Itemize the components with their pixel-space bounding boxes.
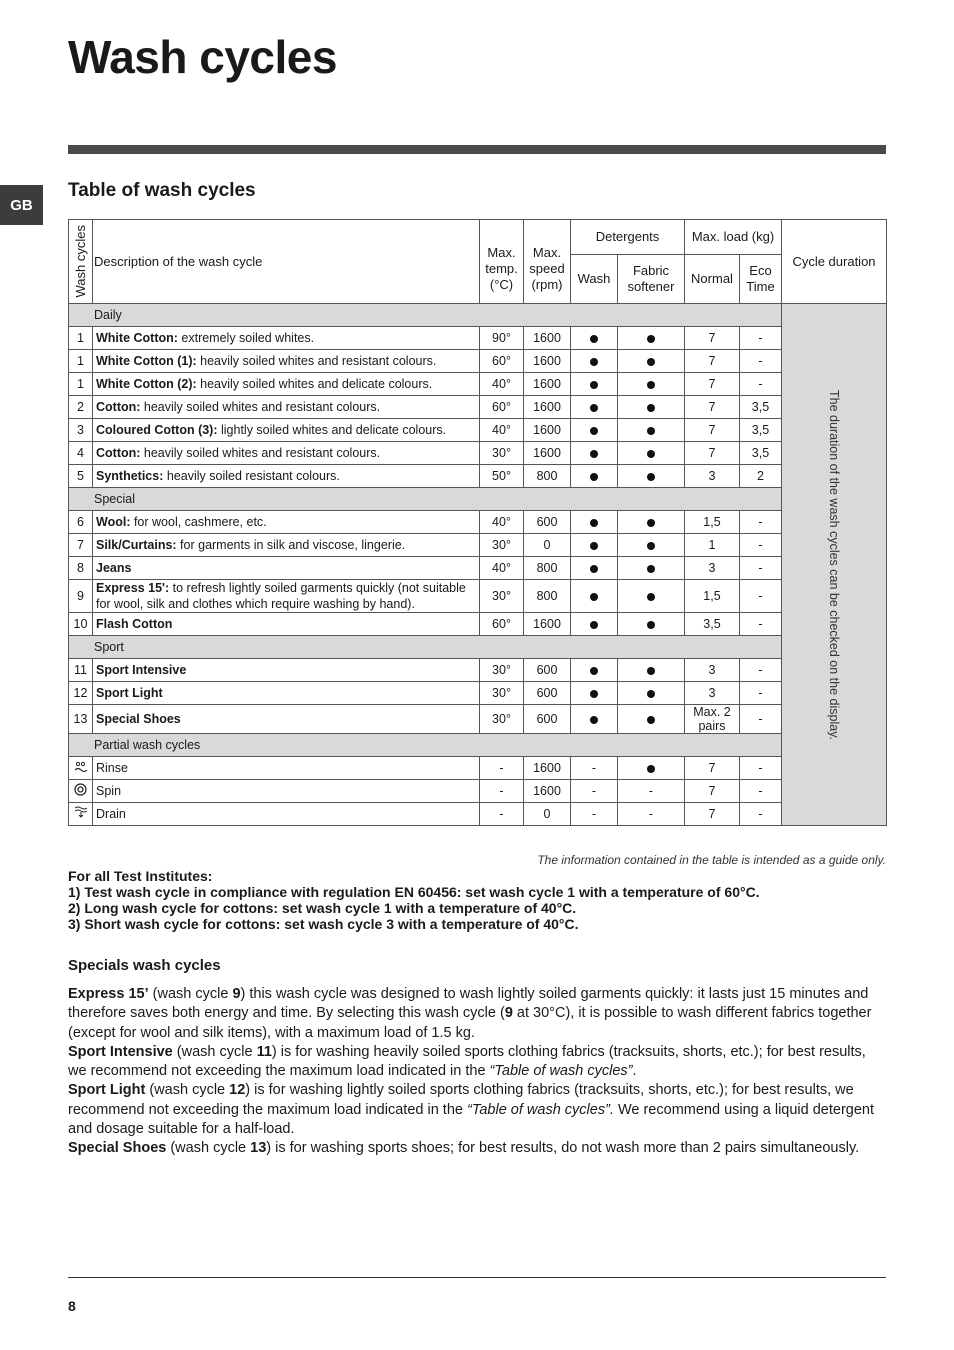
table-row	[69, 534, 887, 557]
bullet-icon	[647, 690, 655, 698]
normal-load-cell: 3	[685, 557, 740, 580]
eco-time-cell: 3,5	[740, 419, 782, 442]
max-speed-cell: 800	[524, 557, 571, 580]
max-speed-cell: 0	[524, 534, 571, 557]
max-speed-cell: 1600	[524, 396, 571, 419]
sport-intensive-paragraph: Sport Intensive (wash cycle 11) is for washing heavily soiled sports clothing fabrics (tracksuits, shorts, etc.); for best results, we recommend not exceeding the maximum load indicated in the “Table of wash cycles”.	[68, 1043, 866, 1080]
cycle-description: Express 15': to refresh lightly soiled garments quickly (not suitable for wool, silk and clothes which require washing by hand).	[93, 580, 480, 613]
bullet-icon	[590, 593, 598, 601]
cycle-description: Special Shoes	[93, 705, 480, 734]
header-description: Description of the wash cycle	[93, 220, 480, 304]
softener-cell	[618, 659, 685, 682]
softener-cell	[618, 327, 685, 350]
softener-cell	[618, 442, 685, 465]
eco-time-cell: -	[740, 613, 782, 636]
test-heading: For all Test Institutes:	[68, 868, 213, 884]
max-speed-cell: 600	[524, 659, 571, 682]
wash-detergent-cell	[571, 613, 618, 636]
cycle-number: 5	[69, 465, 93, 488]
max-temp-cell: -	[480, 780, 524, 803]
max-temp-cell: -	[480, 803, 524, 826]
table-row	[69, 442, 887, 465]
test-institutes	[68, 868, 888, 932]
wash-detergent-cell: -	[571, 757, 618, 780]
eco-time-cell: 2	[740, 465, 782, 488]
eco-time-cell: -	[740, 682, 782, 705]
eco-time-cell: -	[740, 803, 782, 826]
normal-load-cell: 7	[685, 327, 740, 350]
bullet-icon	[590, 473, 598, 481]
normal-load-cell: 7	[685, 803, 740, 826]
bullet-icon	[647, 450, 655, 458]
express-paragraph: Express 15’ (wash cycle 9) this wash cycle was designed to wash lightly soiled garments quickly: it lasts just 15 minutes and therefore saves both energy and time. By selecting this wash cycle (9 at 30°C), it is possible to wash different fabrics together (except for wool and silk items), with a maximum load of 1.5 kg.	[68, 986, 872, 1041]
header-max-temp: Max. temp. (°C)	[480, 220, 524, 304]
cycle-description: White Cotton (2): heavily soiled whites and delicate colours.	[93, 373, 480, 396]
bullet-icon	[647, 335, 655, 343]
eco-time-cell: 3,5	[740, 396, 782, 419]
table-row	[69, 557, 887, 580]
cycle-description: White Cotton (1): heavily soiled whites and resistant colours.	[93, 350, 480, 373]
eco-time-cell: -	[740, 327, 782, 350]
softener-cell: -	[618, 780, 685, 803]
bullet-icon	[590, 358, 598, 366]
table-body	[69, 304, 887, 826]
max-temp-cell: 30°	[480, 659, 524, 682]
softener-cell	[618, 511, 685, 534]
eco-time-cell: -	[740, 373, 782, 396]
bullet-icon	[590, 621, 598, 629]
normal-load-cell: 7	[685, 396, 740, 419]
bullet-icon	[647, 358, 655, 366]
table-row	[69, 580, 887, 613]
bullet-icon	[647, 565, 655, 573]
wash-detergent-cell	[571, 396, 618, 419]
bullet-icon	[647, 427, 655, 435]
sport-light-paragraph: Sport Light (wash cycle 12) is for washing lightly soiled sports clothing fabrics (tracksuits, shorts, etc.); for best results, we recommend not exceeding the maximum load indicated in the “Table of wash cycles”. We recommend using a liquid detergent and dosage suitable for a half-load.	[68, 1082, 875, 1138]
wash-detergent-cell	[571, 419, 618, 442]
table-row	[69, 705, 887, 734]
max-speed-cell: 1600	[524, 419, 571, 442]
bullet-icon	[590, 565, 598, 573]
softener-cell	[618, 534, 685, 557]
normal-load-cell: 3	[685, 659, 740, 682]
eco-time-cell: -	[740, 350, 782, 373]
test-line: 2) Long wash cycle for cottons: set wash cycle 1 with a temperature of 40°C.	[68, 900, 577, 916]
normal-load-cell: 1	[685, 534, 740, 557]
cycle-number: 10	[69, 613, 93, 636]
cycle-description: Flash Cotton	[93, 613, 480, 636]
special-shoes-paragraph: Special Shoes (wash cycle 13) is for washing sports shoes; for best results, do not wash more than 2 pairs simultaneously.	[68, 1140, 860, 1157]
softener-cell	[618, 465, 685, 488]
normal-load-cell: 3	[685, 682, 740, 705]
rinse-icon	[69, 757, 93, 780]
wash-detergent-cell	[571, 580, 618, 613]
bullet-icon	[590, 404, 598, 412]
bullet-icon	[590, 519, 598, 527]
normal-load-cell: 7	[685, 442, 740, 465]
bullet-icon	[647, 716, 655, 724]
cycle-description: Drain	[93, 803, 480, 826]
bullet-icon	[647, 519, 655, 527]
bullet-icon	[647, 542, 655, 550]
cycle-number: 1	[69, 327, 93, 350]
max-temp-cell: 40°	[480, 511, 524, 534]
table-row	[69, 511, 887, 534]
bullet-icon	[590, 716, 598, 724]
bullet-icon	[647, 381, 655, 389]
normal-load-cell: 1,5	[685, 511, 740, 534]
table-row	[69, 659, 887, 682]
normal-load-cell: 7	[685, 780, 740, 803]
section-title: Table of wash cycles	[68, 180, 256, 201]
table-row	[69, 803, 887, 826]
max-speed-cell: 1600	[524, 442, 571, 465]
cycle-number: 2	[69, 396, 93, 419]
cycle-number: 1	[69, 373, 93, 396]
header-rule	[68, 145, 886, 154]
wash-cycles-table	[68, 219, 887, 826]
table-row	[69, 419, 887, 442]
normal-load-cell: 7	[685, 419, 740, 442]
softener-cell	[618, 580, 685, 613]
max-temp-cell: 30°	[480, 705, 524, 734]
group-row-sport	[69, 636, 887, 659]
bullet-icon	[590, 450, 598, 458]
page-title: Wash cycles	[68, 31, 337, 83]
header-max-load: Max. load (kg)	[685, 220, 782, 255]
bullet-icon	[590, 667, 598, 675]
cycle-number: 7	[69, 534, 93, 557]
max-speed-cell: 800	[524, 465, 571, 488]
bullet-icon	[647, 404, 655, 412]
group-row-partial	[69, 734, 887, 757]
max-temp-cell: 30°	[480, 580, 524, 613]
cycle-description: Coloured Cotton (3): lightly soiled whites and delicate colours.	[93, 419, 480, 442]
duration-note: The duration of the wash cycles can be checked on the display.	[827, 389, 841, 740]
wash-detergent-cell: -	[571, 780, 618, 803]
eco-time-cell: -	[740, 780, 782, 803]
softener-cell	[618, 682, 685, 705]
max-temp-cell: 90°	[480, 327, 524, 350]
header-normal: Normal	[685, 255, 740, 304]
max-speed-cell: 1600	[524, 780, 571, 803]
wash-detergent-cell	[571, 659, 618, 682]
max-speed-cell: 1600	[524, 757, 571, 780]
cycle-number: 6	[69, 511, 93, 534]
cycle-description: Cotton: heavily soiled whites and resistant colours.	[93, 396, 480, 419]
group-label: Special	[69, 488, 782, 511]
cycle-number: 13	[69, 705, 93, 734]
table-row	[69, 465, 887, 488]
footer-rule	[68, 1277, 886, 1278]
eco-time-cell: -	[740, 580, 782, 613]
bullet-icon	[647, 473, 655, 481]
table-row	[69, 373, 887, 396]
max-speed-cell: 800	[524, 580, 571, 613]
softener-cell	[618, 350, 685, 373]
table-row	[69, 396, 887, 419]
cycle-number: 12	[69, 682, 93, 705]
header-wash-cycles: Wash cycles	[69, 220, 93, 304]
table-row	[69, 780, 887, 803]
bullet-icon	[590, 690, 598, 698]
guide-note: The information contained in the table is intended as a guide only.	[537, 853, 886, 867]
specials-title: Specials wash cycles	[68, 957, 221, 974]
wash-detergent-cell	[571, 327, 618, 350]
bullet-icon	[590, 427, 598, 435]
group-row-special	[69, 488, 887, 511]
normal-load-cell: 3	[685, 465, 740, 488]
wash-detergent-cell	[571, 465, 618, 488]
softener-cell: -	[618, 803, 685, 826]
cycle-duration-cell	[782, 304, 887, 826]
wash-detergent-cell	[571, 705, 618, 734]
bullet-icon	[647, 621, 655, 629]
cycle-number: 11	[69, 659, 93, 682]
max-speed-cell: 0	[524, 803, 571, 826]
wash-detergent-cell	[571, 682, 618, 705]
max-speed-cell: 1600	[524, 373, 571, 396]
table-row	[69, 757, 887, 780]
softener-cell	[618, 613, 685, 636]
cycle-description: Jeans	[93, 557, 480, 580]
wash-detergent-cell	[571, 534, 618, 557]
cycle-number: 8	[69, 557, 93, 580]
max-temp-cell: 30°	[480, 442, 524, 465]
max-temp-cell: 30°	[480, 682, 524, 705]
cycle-description: Sport Light	[93, 682, 480, 705]
bullet-icon	[647, 667, 655, 675]
wash-detergent-cell	[571, 373, 618, 396]
wash-detergent-cell: -	[571, 803, 618, 826]
softener-cell	[618, 705, 685, 734]
page-number: 8	[68, 1298, 76, 1314]
header-detergents: Detergents	[571, 220, 685, 255]
softener-cell	[618, 757, 685, 780]
wash-detergent-cell	[571, 511, 618, 534]
max-temp-cell: -	[480, 757, 524, 780]
normal-load-cell: 1,5	[685, 580, 740, 613]
wash-detergent-cell	[571, 557, 618, 580]
softener-cell	[618, 396, 685, 419]
normal-load-cell: 3,5	[685, 613, 740, 636]
max-temp-cell: 30°	[480, 534, 524, 557]
max-speed-cell: 600	[524, 511, 571, 534]
cycle-description: Silk/Curtains: for garments in silk and viscose, lingerie.	[93, 534, 480, 557]
header-cycle-duration: Cycle duration	[782, 220, 887, 304]
spin-icon	[69, 780, 93, 803]
normal-load-cell: Max. 2 pairs	[685, 705, 740, 734]
eco-time-cell: -	[740, 534, 782, 557]
test-line: 3) Short wash cycle for cottons: set wash cycle 3 with a temperature of 40°C.	[68, 916, 579, 932]
group-row-daily	[69, 304, 887, 327]
cycle-description: Rinse	[93, 757, 480, 780]
eco-time-cell: -	[740, 757, 782, 780]
cycle-number: 9	[69, 580, 93, 613]
cycle-number: 3	[69, 419, 93, 442]
table-row	[69, 350, 887, 373]
drain-icon	[69, 803, 93, 826]
max-speed-cell: 1600	[524, 327, 571, 350]
normal-load-cell: 7	[685, 373, 740, 396]
eco-time-cell: 3,5	[740, 442, 782, 465]
bullet-icon	[647, 593, 655, 601]
cycle-number: 1	[69, 350, 93, 373]
max-temp-cell: 40°	[480, 419, 524, 442]
eco-time-cell: -	[740, 659, 782, 682]
header-wash: Wash	[571, 255, 618, 304]
cycle-description: Synthetics: heavily soiled resistant colours.	[93, 465, 480, 488]
bullet-icon	[647, 765, 655, 773]
bullet-icon	[590, 381, 598, 389]
table-row	[69, 613, 887, 636]
max-speed-cell: 600	[524, 705, 571, 734]
max-temp-cell: 50°	[480, 465, 524, 488]
max-temp-cell: 40°	[480, 373, 524, 396]
eco-time-cell: -	[740, 511, 782, 534]
max-speed-cell: 600	[524, 682, 571, 705]
max-temp-cell: 40°	[480, 557, 524, 580]
language-tab: GB	[0, 185, 43, 225]
max-temp-cell: 60°	[480, 396, 524, 419]
wash-detergent-cell	[571, 442, 618, 465]
max-speed-cell: 1600	[524, 613, 571, 636]
specials-text	[68, 985, 888, 1159]
cycle-description: White Cotton: extremely soiled whites.	[93, 327, 480, 350]
group-label: Daily	[69, 304, 782, 327]
header-fabric-softener: Fabric softener	[618, 255, 685, 304]
cycle-number: 4	[69, 442, 93, 465]
normal-load-cell: 7	[685, 350, 740, 373]
max-temp-cell: 60°	[480, 350, 524, 373]
header-eco-time: Eco Time	[740, 255, 782, 304]
wash-detergent-cell	[571, 350, 618, 373]
softener-cell	[618, 419, 685, 442]
softener-cell	[618, 557, 685, 580]
table-row	[69, 327, 887, 350]
table-row	[69, 682, 887, 705]
eco-time-cell: -	[740, 557, 782, 580]
group-label: Partial wash cycles	[69, 734, 782, 757]
max-speed-cell: 1600	[524, 350, 571, 373]
cycle-description: Spin	[93, 780, 480, 803]
cycle-description: Cotton: heavily soiled whites and resistant colours.	[93, 442, 480, 465]
bullet-icon	[590, 335, 598, 343]
header-max-speed: Max. speed (rpm)	[524, 220, 571, 304]
softener-cell	[618, 373, 685, 396]
cycle-description: Wool: for wool, cashmere, etc.	[93, 511, 480, 534]
max-temp-cell: 60°	[480, 613, 524, 636]
test-line: 1) Test wash cycle in compliance with regulation EN 60456: set wash cycle 1 with a temperature of 60°C.	[68, 884, 760, 900]
eco-time-cell: -	[740, 705, 782, 734]
normal-load-cell: 7	[685, 757, 740, 780]
cycle-description: Sport Intensive	[93, 659, 480, 682]
group-label: Sport	[69, 636, 782, 659]
bullet-icon	[590, 542, 598, 550]
